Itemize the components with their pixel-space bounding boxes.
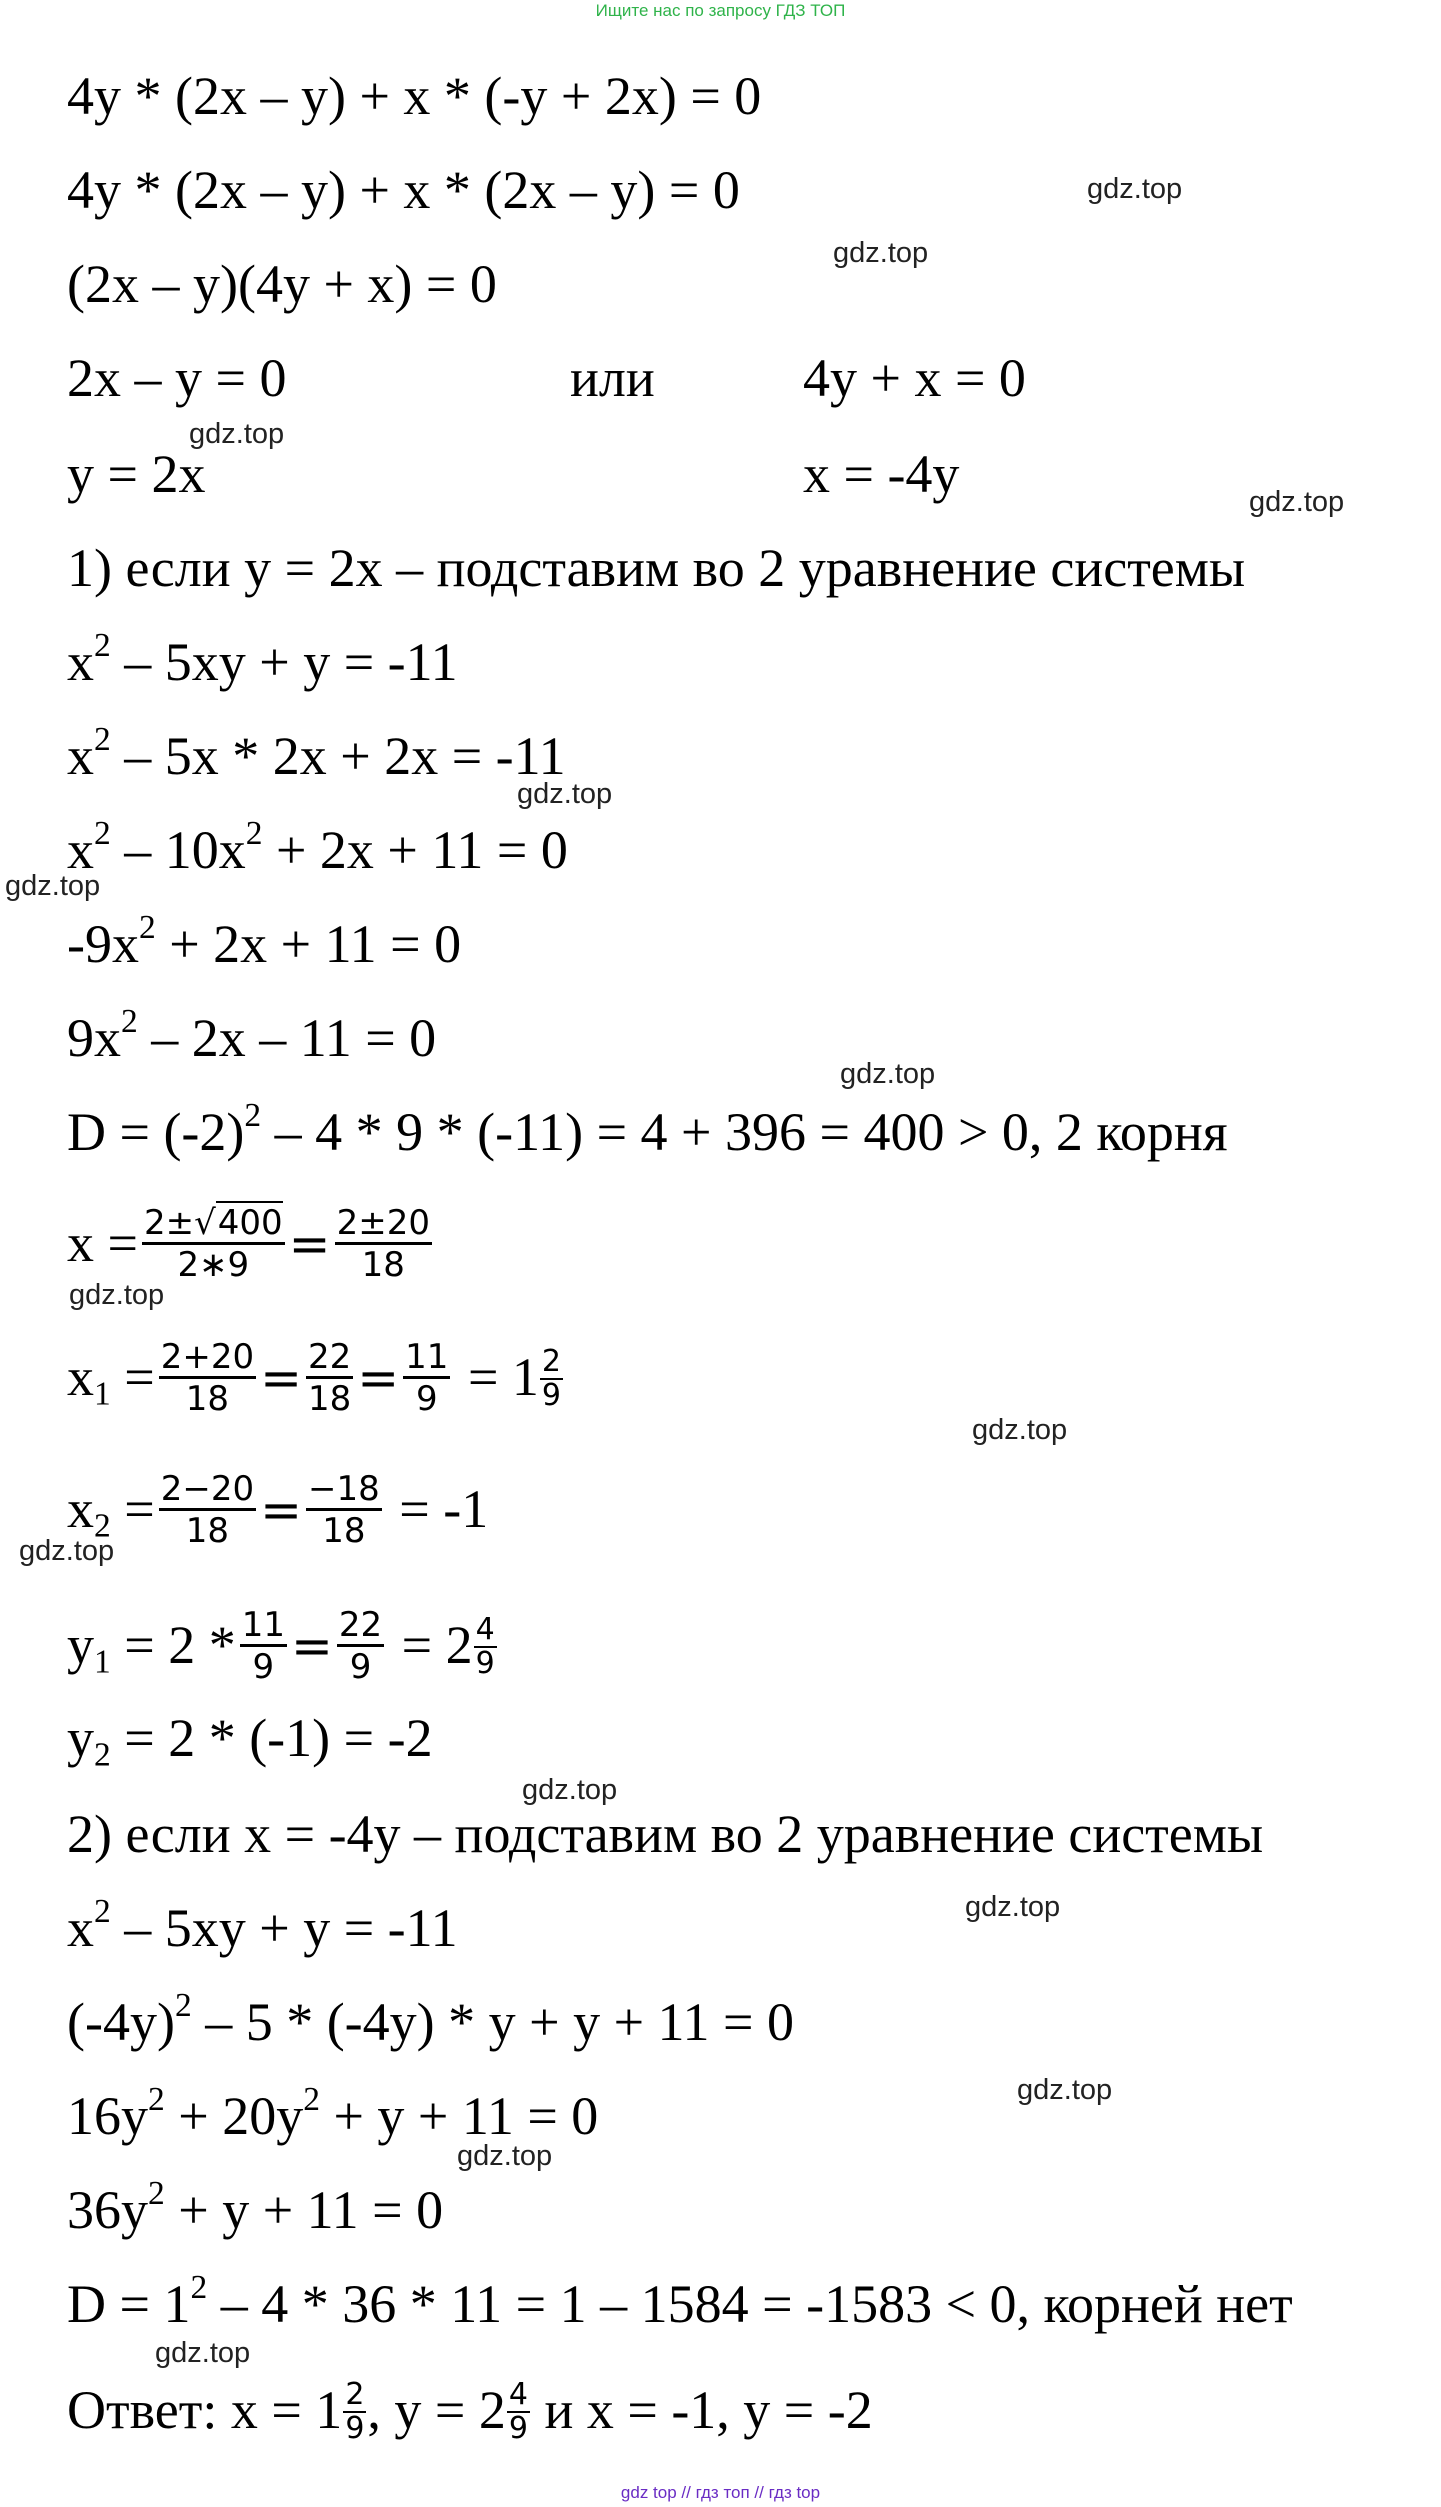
- watermark: gdz.top: [1017, 2074, 1113, 2106]
- root-x1-line: $x_1$ = $\frac{2+20}{18}$ = $\frac{22}{18}$ = $\frac{11}{9}$ = 1 $\frac{2}{9}$: [67, 1337, 561, 1419]
- fraction: $\frac{4}{9}$: [475, 1611, 495, 1681]
- watermark: gdz.top: [69, 1279, 165, 1311]
- equation-line-19: $x^2 - 5xy + y = -11$: [67, 1892, 458, 1958]
- fraction: $\frac{2}{9}$: [541, 1343, 561, 1413]
- watermark: gdz.top: [965, 1891, 1061, 1923]
- watermark: gdz.top: [517, 778, 613, 810]
- watermark: gdz.top: [1249, 486, 1345, 518]
- equation-line-1: 4y * (2x – y) + x * (-y + 2x) = 0: [67, 66, 762, 126]
- discriminant-line-2: $D = 1^2 - 4 * 36 * 11 = 1 - 1584 = -1583 < 0$, корней нет: [67, 2268, 1293, 2334]
- fraction: $\frac{11}{9}$: [405, 1337, 449, 1419]
- fraction: $\frac{22}{9}$: [338, 1605, 383, 1687]
- root-y1-line: $y_1 = 2$ * $\frac{11}{9}$ = $\frac{22}{9}$ = 2 $\frac{4}{9}$: [67, 1605, 495, 1687]
- watermark: gdz.top: [5, 870, 101, 902]
- fraction: $\frac{2+20}{18}$: [160, 1337, 255, 1419]
- root-x2-line: $x_2$ = $\frac{2-20}{18}$ = $\frac{-18}{18}$ = -1: [67, 1469, 489, 1551]
- watermark: gdz.top: [155, 2337, 251, 2369]
- watermark: gdz.top: [19, 1535, 115, 1567]
- watermark: gdz.top: [1087, 173, 1183, 205]
- equation-line-8: $x^2 - 5x * 2x + 2x = -11$: [67, 720, 566, 786]
- watermark: gdz.top: [972, 1414, 1068, 1446]
- fraction: $\frac{2\pm 20}{18}$: [336, 1203, 430, 1285]
- equation-line-4a: 2x – y = 0: [67, 348, 287, 408]
- bottom-banner: gdz top // гдз топ // гдз top: [620, 2483, 821, 2502]
- fraction: $\frac{2-20}{18}$: [160, 1469, 255, 1551]
- equation-line-20: $(-4y)^2 - 5 * (-4y) * y + y + 11 = 0$: [67, 1986, 794, 2052]
- watermark: gdz.top: [833, 237, 929, 269]
- fraction: $\frac{2\pm√400}{2∗9}$: [143, 1203, 283, 1285]
- top-banner: Ищите нас по запросу ГДЗ ТОП: [595, 1, 846, 20]
- fraction: $\frac{22}{18}$: [308, 1337, 352, 1419]
- watermark: gdz.top: [457, 2140, 553, 2172]
- sqrt-icon: √: [194, 1203, 216, 1243]
- or-word: или: [570, 348, 655, 408]
- fraction: $\frac{11}{9}$: [241, 1605, 285, 1687]
- case-1-heading: 1) если y = 2x – подставим во 2 уравнение системы: [67, 538, 1246, 598]
- case-2-heading: 2) если x = -4y – подставим во 2 уравнение системы: [67, 1804, 1264, 1864]
- roots-formula-line: x = $\frac{2\pm√400}{2∗9}$ = $\frac{2\pm 20}{18}$: [67, 1203, 430, 1285]
- equation-line-5b: x = -4y: [803, 444, 960, 504]
- equation-line-21: $16y^2 + 20y^2 + y + 11 = 0$: [67, 2080, 599, 2146]
- fraction: $\frac{2}{9}$: [345, 2376, 365, 2446]
- root-y2-line: $y_2 = 2 * (-1) = -2$: [67, 1708, 433, 1774]
- discriminant-line-1: $D = (-2)^2 - 4 * 9 * (-11) = 4 + 396 = 400 > 0$, 2 корня: [67, 1096, 1228, 1162]
- equation-line-22: $36y^2 + y + 11 = 0$: [67, 2174, 444, 2240]
- equation-line-10: $-9x^2 + 2x + 11 = 0$: [67, 908, 462, 974]
- equation-line-11: $9x^2 - 2x - 11 = 0$: [67, 1002, 437, 1068]
- fraction: $\frac{4}{9}$: [508, 2376, 528, 2446]
- answer-line: Ответ: x = 1 $\frac{2}{9}$ , y = 2 $\frac{4}{9}$ и x = -1, y = -2: [67, 2376, 873, 2446]
- watermark: gdz.top: [522, 1774, 618, 1806]
- equation-line-5a: y = 2x: [67, 444, 206, 504]
- fraction: $\frac{-18}{18}$: [308, 1469, 380, 1551]
- equation-line-2: 4y * (2x – y) + x * (2x – y) = 0: [67, 160, 740, 220]
- equation-line-9: $x^2 - 10x^2 + 2x + 11 = 0$: [67, 814, 568, 880]
- equation-line-3: (2x – y)(4y + x) = 0: [67, 254, 497, 314]
- equation-line-4c: 4y + x = 0: [803, 348, 1026, 408]
- watermark: gdz.top: [840, 1058, 936, 1090]
- equation-line-7: $x^2 - 5xy + y = -11$: [67, 626, 458, 692]
- watermark: gdz.top: [189, 418, 285, 450]
